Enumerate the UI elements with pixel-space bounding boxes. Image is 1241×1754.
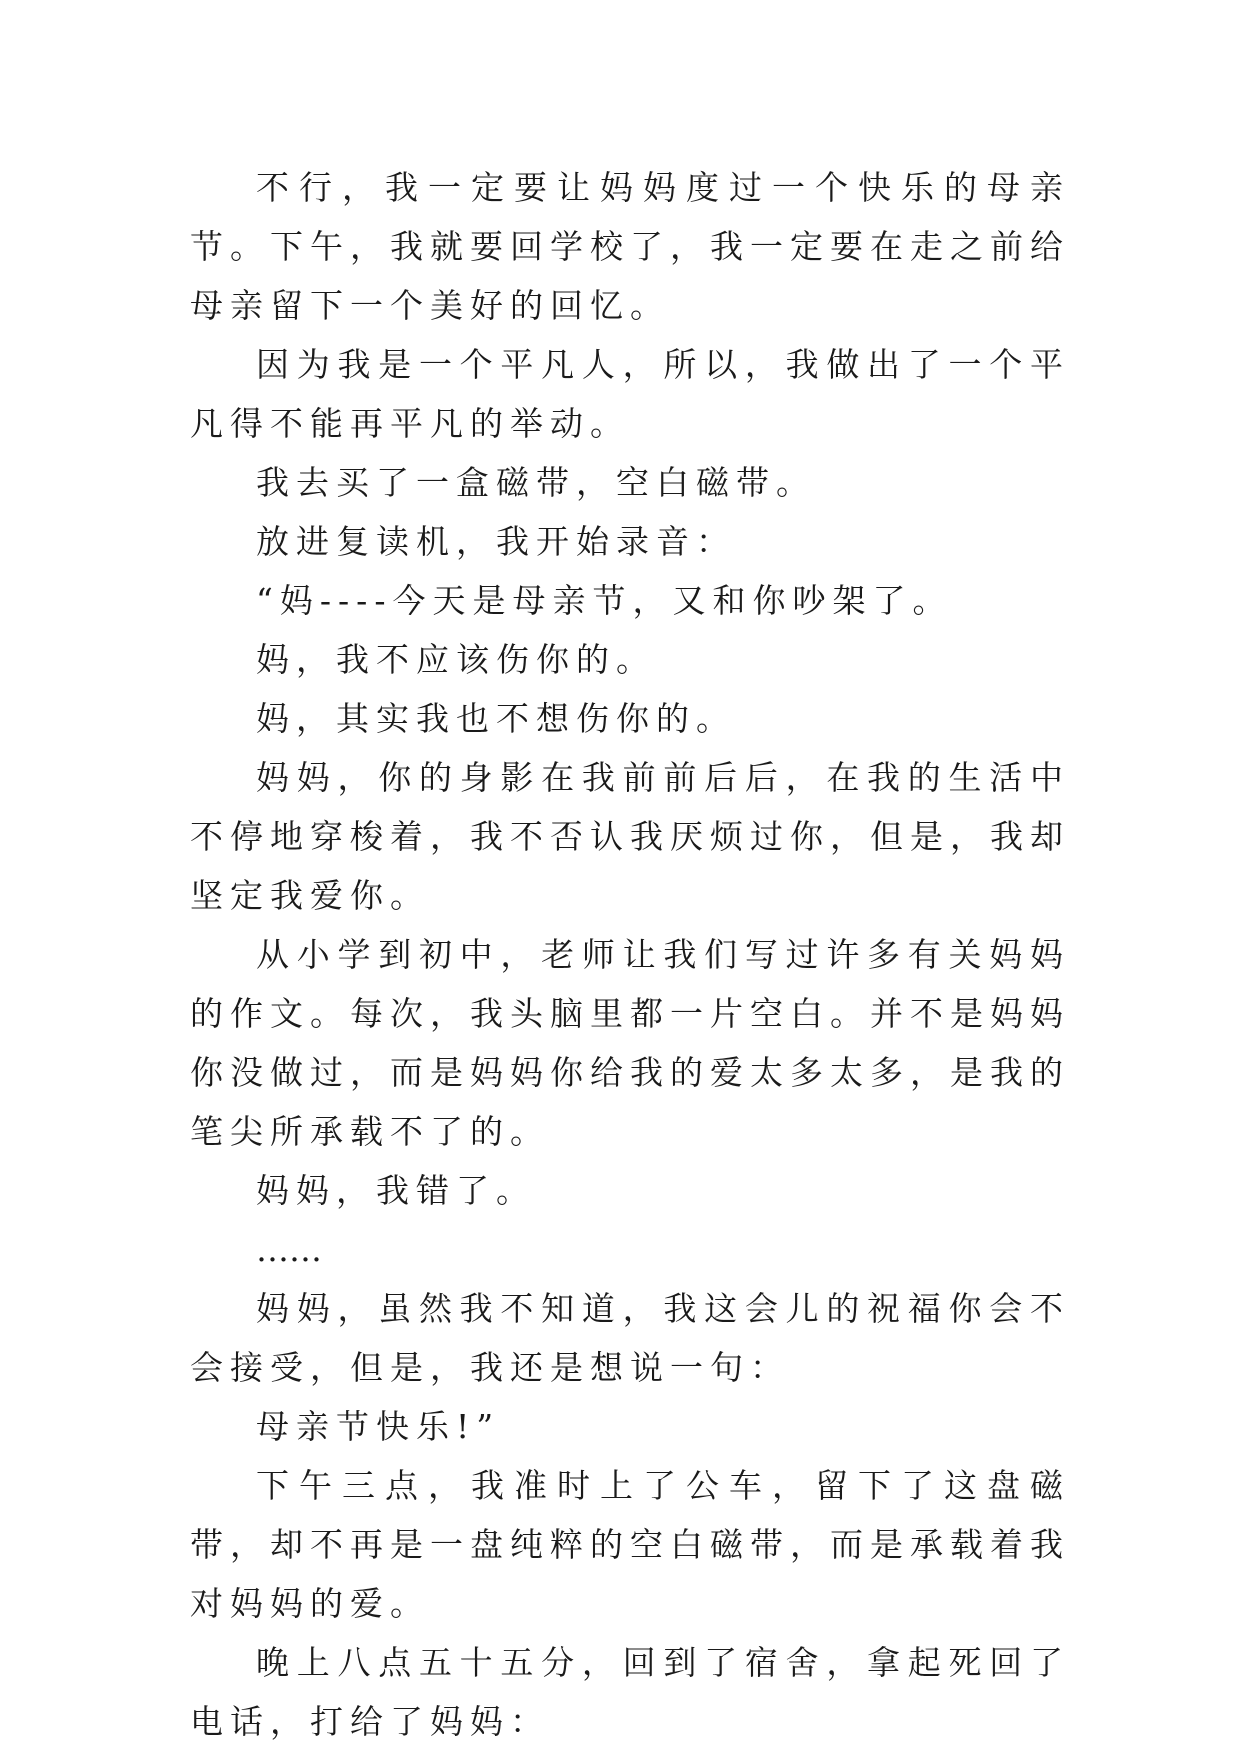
paragraph-6: 妈，我不应该伤你的。: [256, 640, 656, 679]
paragraph-7: 妈，其实我也不想伤你的。: [256, 699, 736, 738]
paragraph-8: 妈妈，你的身影在我前前后后，在我的生活中不停地穿梭着，我不否认我厌烦过你，但是，我却坚定我爱你。: [190, 758, 1070, 915]
paragraph-10: 妈妈，我错了。: [256, 1171, 536, 1210]
paragraph-12: 妈妈，虽然我不知道，我这会儿的祝福你会不会接受，但是，我还是想说一句：: [190, 1289, 1070, 1387]
paragraph-14: 下午三点，我准时上了公车，留下了这盘磁带，却不再是一盘纯粹的空白磁带，而是承载着我对妈妈的爱。: [190, 1466, 1070, 1623]
paragraph-15: 晚上八点五十五分，回到了宿舍，拿起死回了电话，打给了妈妈：: [190, 1643, 1070, 1741]
document-body: [190, 158, 1070, 1751]
paragraph-9: 从小学到初中，老师让我们写过许多有关妈妈的作文。每次，我头脑里都一片空白。并不是妈妈你没做过，而是妈妈你给我的爱太多太多，是我的笔尖所承载不了的。: [190, 935, 1070, 1151]
paragraph-3: 我去买了一盒磁带，空白磁带。: [256, 463, 816, 502]
paragraph-5: “妈----今天是母亲节，又和你吵架了。: [256, 581, 953, 620]
ellipsis-line: ……: [256, 1230, 322, 1269]
paragraph-13: 母亲节快乐!”: [256, 1407, 501, 1446]
paragraph-2: 因为我是一个平凡人，所以，我做出了一个平凡得不能再平凡的举动。: [190, 345, 1070, 443]
paragraph-1: 不行，我一定要让妈妈度过一个快乐的母亲节。下午，我就要回学校了，我一定要在走之前给母亲留下一个美好的回忆。: [190, 168, 1070, 325]
paragraph-4: 放进复读机，我开始录音：: [256, 522, 736, 561]
